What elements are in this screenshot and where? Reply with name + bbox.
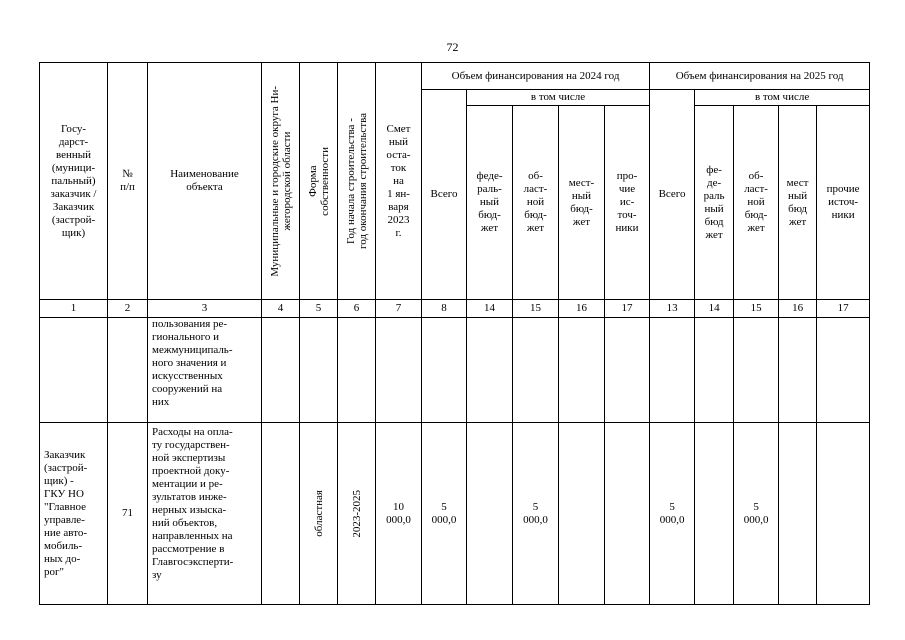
row-years-text: 2023-2025 [350, 489, 363, 538]
header-object-name: Наименование объекта [148, 63, 262, 300]
financing-table [39, 62, 870, 605]
header-regional-2024: об- ласт- ной бюд- жет [513, 106, 559, 300]
header-incl-2025: в том числе [695, 90, 870, 106]
header-ownership-text: Форма собственности [306, 146, 331, 216]
column-number: 15 [513, 300, 559, 318]
row-local-2025 [779, 423, 817, 605]
column-number: 17 [605, 300, 650, 318]
row-federal-2024 [467, 423, 513, 605]
column-number: 16 [559, 300, 605, 318]
column-number: 3 [148, 300, 262, 318]
row-num: 71 [108, 423, 148, 605]
column-number: 16 [779, 300, 817, 318]
header-years [338, 63, 376, 300]
row-estimate: 10 000,0 [376, 423, 422, 605]
table-row-71 [40, 423, 870, 605]
header-incl-2024: в том числе [467, 90, 650, 106]
header-local-2025: мест ный бюд жет [779, 106, 817, 300]
page-number: 72 [446, 40, 459, 54]
header-fin-2024: Объем финансирования на 2024 год [422, 63, 650, 90]
header-federal-2025: фе- де- раль ный бюд жет [695, 106, 734, 300]
header-total-2025: Всего [650, 90, 695, 300]
row-customer: Заказчик (застрой- щик) - ГКУ НО "Главное управле- ние авто- мобиль- ных до- рог" [40, 423, 108, 605]
row-years [338, 423, 376, 605]
column-number: 1 [40, 300, 108, 318]
continuation-object-name: пользования ре- гионального и межмуниципаль- ного значения и искусственных сооружений на них [148, 318, 262, 423]
header-row-1 [40, 63, 870, 90]
row-other-2025 [817, 423, 870, 605]
header-municipal [262, 63, 300, 300]
column-number: 17 [817, 300, 870, 318]
row-ownership [300, 423, 338, 605]
row-regional-2024: 5 000,0 [513, 423, 559, 605]
column-number: 7 [376, 300, 422, 318]
row-federal-2025 [695, 423, 734, 605]
column-number: 6 [338, 300, 376, 318]
column-number: 5 [300, 300, 338, 318]
header-municipal-text: Муниципальные и городские округа Ни- жегородской области [268, 85, 293, 277]
continuation-row [40, 318, 870, 423]
column-number: 4 [262, 300, 300, 318]
header-other-2025: прочие источ- ники [817, 106, 870, 300]
header-num: № п/п [108, 63, 148, 300]
column-number: 15 [734, 300, 779, 318]
column-number-row [40, 300, 870, 318]
header-total-2024: Всего [422, 90, 467, 300]
column-number: 2 [108, 300, 148, 318]
header-estimate: Смет ный оста- ток на 1 ян- варя 2023 г. [376, 63, 422, 300]
row-municipal [262, 423, 300, 605]
row-total-2025: 5 000,0 [650, 423, 695, 605]
row-local-2024 [559, 423, 605, 605]
header-years-text: Год начала строительства - год окончания строительства [344, 113, 369, 249]
row-other-2024 [605, 423, 650, 605]
header-fin-2025: Объем финансирования на 2025 год [650, 63, 870, 90]
header-ownership [300, 63, 338, 300]
header-customer: Госу- дарст- венный (муници- пальный) заказчик / Заказчик (застрой- щик) [40, 63, 108, 300]
header-regional-2025: об- ласт- ной бюд- жет [734, 106, 779, 300]
header-local-2024: мест- ный бюд- жет [559, 106, 605, 300]
column-number: 13 [650, 300, 695, 318]
row-object-name: Расходы на опла- ту государствен- ной экспертизы проектной доку- ментации и ре- зультатов инже- нерных изыскa- ний объектов, направленных на рассмотрение в Главгосэксперти- зу [148, 423, 262, 605]
header-other-2024: про- чие ис- точ- ники [605, 106, 650, 300]
row-total-2024: 5 000,0 [422, 423, 467, 605]
row-regional-2025: 5 000,0 [734, 423, 779, 605]
row-ownership-text: областная [312, 490, 325, 537]
header-federal-2024: феде- раль- ный бюд- жет [467, 106, 513, 300]
column-number: 14 [467, 300, 513, 318]
column-number: 8 [422, 300, 467, 318]
column-number: 14 [695, 300, 734, 318]
